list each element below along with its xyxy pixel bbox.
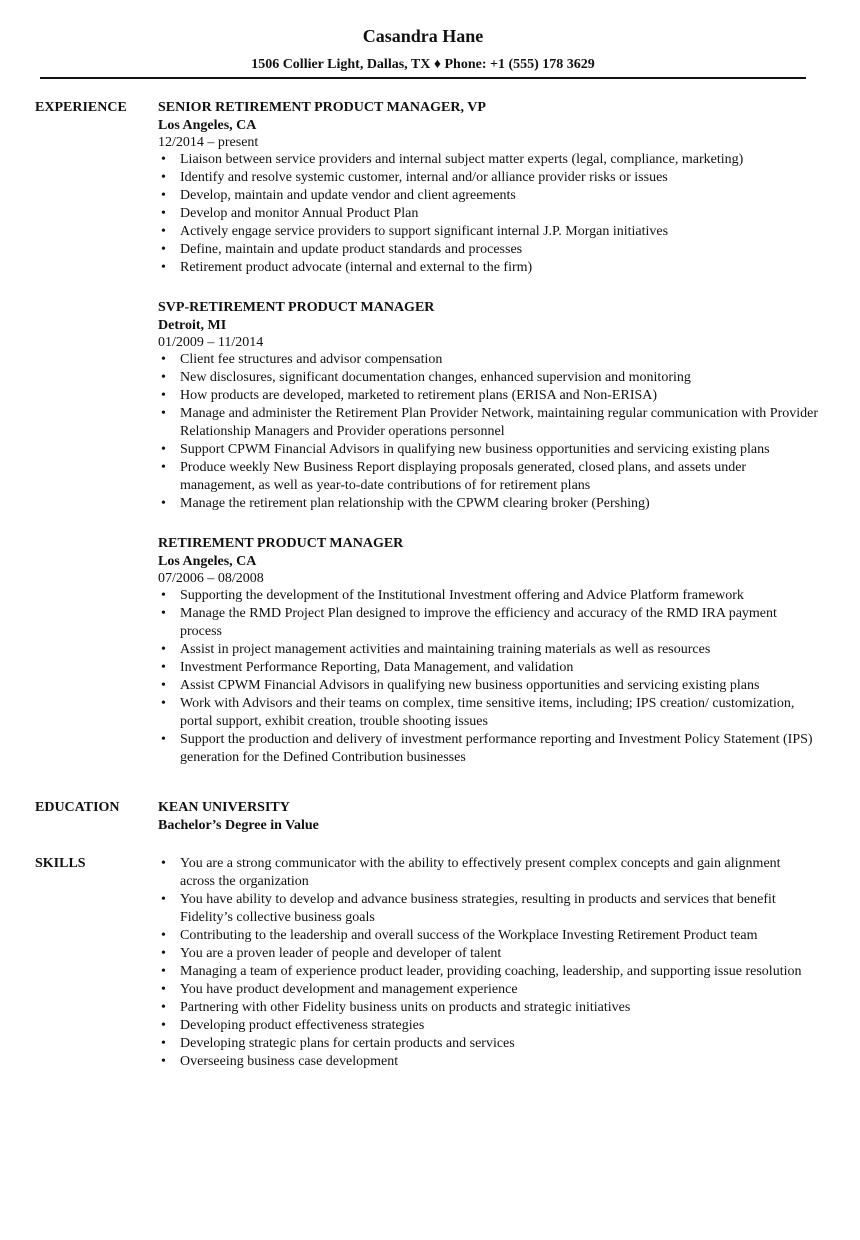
job-bullets <box>158 151 818 277</box>
skill-item: • Managing a team of experience product leader, providing coaching, leadership, and supporting issue resolution <box>158 963 818 981</box>
job-dates: 12/2014 – present <box>158 135 259 150</box>
skills-bullets <box>158 855 818 1071</box>
bullet-item: • Retirement product advocate (internal and external to the firm) <box>158 259 818 277</box>
bullet-item: • Investment Performance Reporting, Data Management, and validation <box>158 659 818 677</box>
job-dates: 07/2006 – 08/2008 <box>158 571 264 586</box>
header-divider <box>40 77 806 79</box>
bullet-item: • Develop, maintain and update vendor and client agreements <box>158 187 818 205</box>
job-location: Detroit, MI <box>158 318 227 333</box>
bullet-item: • Support CPWM Financial Advisors in qualifying new business opportunities and servicing existing plans <box>158 441 818 459</box>
bullet-item: • Manage the RMD Project Plan designed to improve the efficiency and accuracy of the RMD IRA payment process <box>158 605 818 641</box>
skill-item: • You are a strong communicator with the ability to effectively present complex concepts and gain alignment across the organization <box>158 855 818 891</box>
skill-item: • Contributing to the leadership and overall success of the Workplace Investing Retirement Product team <box>158 927 818 945</box>
job-entry <box>158 299 818 513</box>
bullet-item: • Produce weekly New Business Report displaying proposals generated, closed plans, and assets under management, as well as year-to-date contributions of for retirement plans <box>158 459 818 495</box>
degree-name: Bachelor’s Degree in Value <box>158 818 319 833</box>
school-name: KEAN UNIVERSITY <box>158 800 290 815</box>
job-entry <box>158 99 818 277</box>
bullet-item: • Assist CPWM Financial Advisors in qualifying new business opportunities and servicing existing plans <box>158 677 818 695</box>
skills-list <box>158 855 818 1071</box>
skill-item: • You have ability to develop and advance business strategies, resulting in products and services that benefit Fidelity’s collective business goals <box>158 891 818 927</box>
bullet-item: • Liaison between service providers and internal subject matter experts (legal, compliance, marketing) <box>158 151 818 169</box>
job-entry <box>158 535 818 767</box>
bullet-item: • Define, maintain and update product standards and processes <box>158 241 818 259</box>
bullet-item: • Work with Advisors and their teams on complex, time sensitive items, including; IPS creation/ customization, portal support, exhibit creation, trouble shooting issues <box>158 695 818 731</box>
job-title: SVP-RETIREMENT PRODUCT MANAGER <box>158 300 435 315</box>
job-location: Los Angeles, CA <box>158 118 257 133</box>
job-title: RETIREMENT PRODUCT MANAGER <box>158 536 404 551</box>
job-bullets <box>158 351 818 513</box>
skill-item: • You have product development and management experience <box>158 981 818 999</box>
bullet-item: • Assist in project management activities and maintaining training materials as well as resources <box>158 641 818 659</box>
bullet-item: • New disclosures, significant documentation changes, enhanced supervision and monitoring <box>158 369 818 387</box>
contact-line: 1506 Collier Light, Dallas, TX ♦ Phone: +1 (555) 178 3629 <box>251 57 595 72</box>
bullet-item: • How products are developed, marketed to retirement plans (ERISA and Non-ERISA) <box>158 387 818 405</box>
education-heading: EDUCATION <box>35 800 120 815</box>
job-dates: 01/2009 – 11/2014 <box>158 335 264 350</box>
bullet-item: • Identify and resolve systemic customer, internal and/or alliance provider risks or issues <box>158 169 818 187</box>
bullet-item: • Manage the retirement plan relationship with the CPWM clearing broker (Pershing) <box>158 495 818 513</box>
resume-header <box>0 24 846 74</box>
skill-item: • Partnering with other Fidelity business units on products and strategic initiatives <box>158 999 818 1017</box>
bullet-item: • Manage and administer the Retirement Plan Provider Network, maintaining regular communication with Provider Relationship Managers and Provider operations personnel <box>158 405 818 441</box>
bullet-item: • Actively engage service providers to support significant internal J.P. Morgan initiatives <box>158 223 818 241</box>
education-entry <box>158 799 818 835</box>
skill-item: • You are a proven leader of people and developer of talent <box>158 945 818 963</box>
skills-heading: SKILLS <box>35 856 86 871</box>
experience-heading: EXPERIENCE <box>35 100 127 115</box>
skill-item: • Overseeing business case development <box>158 1053 818 1071</box>
skill-item: • Developing product effectiveness strategies <box>158 1017 818 1035</box>
job-title: SENIOR RETIREMENT PRODUCT MANAGER, VP <box>158 100 486 115</box>
bullet-item: • Client fee structures and advisor compensation <box>158 351 818 369</box>
bullet-item: • Supporting the development of the Institutional Investment offering and Advice Platform framework <box>158 587 818 605</box>
job-location: Los Angeles, CA <box>158 554 257 569</box>
candidate-name: Casandra Hane <box>362 26 484 46</box>
bullet-item: • Support the production and delivery of investment performance reporting and Investment Policy Statement (IPS) generation for the Defined Contribution businesses <box>158 731 818 767</box>
job-bullets <box>158 587 818 767</box>
experience-list <box>158 99 818 789</box>
skill-item: • Developing strategic plans for certain products and services <box>158 1035 818 1053</box>
bullet-item: • Develop and monitor Annual Product Plan <box>158 205 818 223</box>
